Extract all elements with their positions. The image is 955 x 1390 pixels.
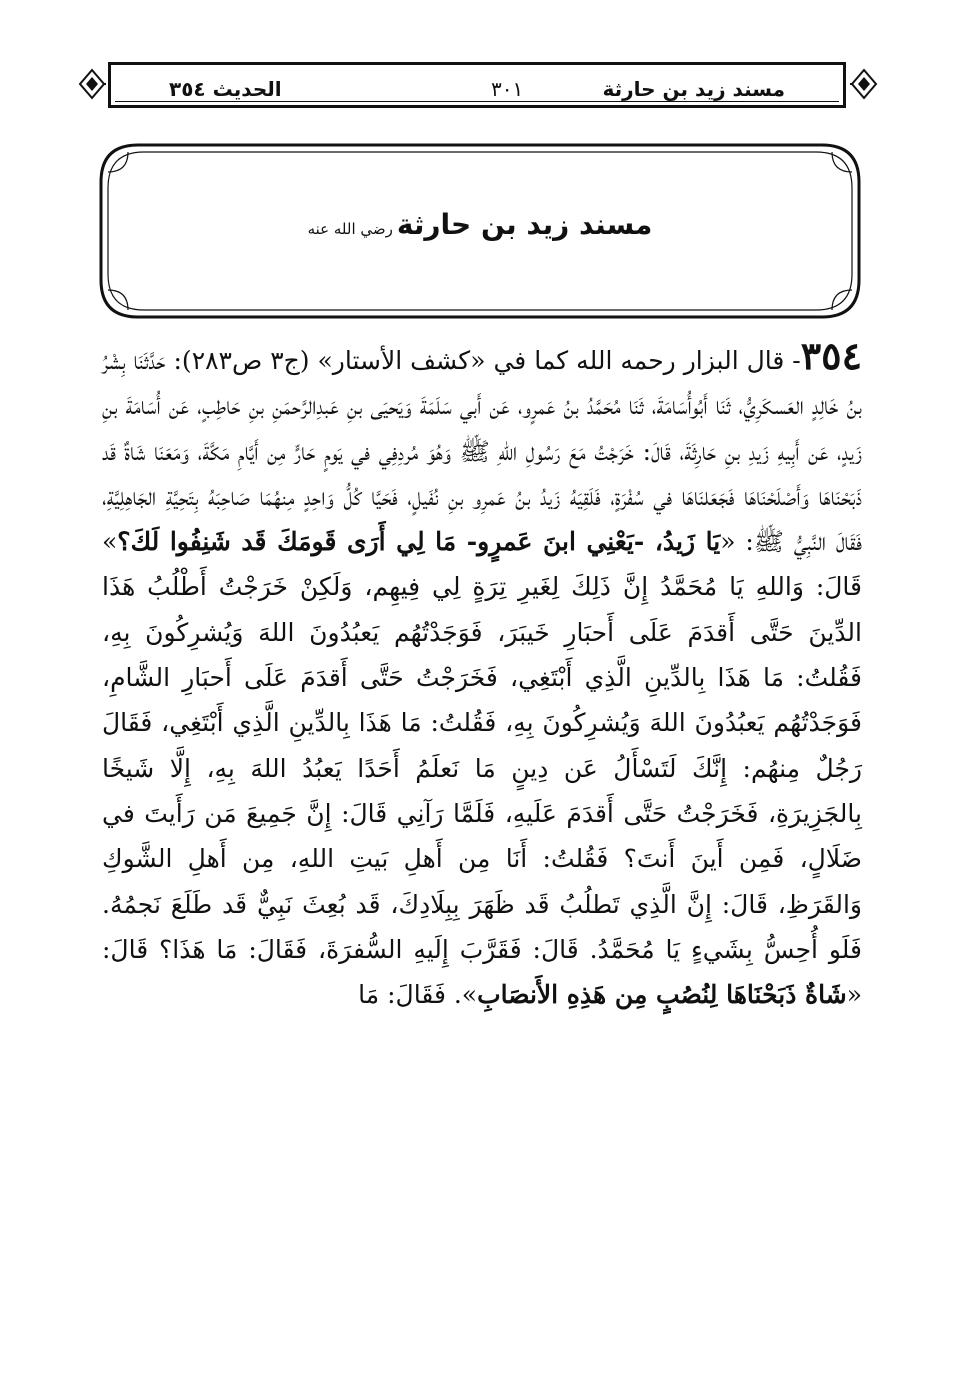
header-book-section: مسند زيد بن حارثة [602,77,785,101]
header-hadith-label: الحديث ٣٥٤ [169,77,282,101]
honorific-glyph: رضي الله عنه [307,220,393,238]
ornament-right-icon [850,64,878,104]
section-title-text: مسند زيد بن حارثة [396,208,653,241]
section-title [98,208,862,241]
hadith-paragraph-1: - قال البزار رحمه الله كما في «كشف الأستار» (ج٣ ص٢٨٣): حَدَّثَنَا بِشْرُ بنُ خَالِدٍ العَسكَرِيُّ، ثَنَا أَبُوأُسَامَةَ، ثَنَا مُحَمَّدُ بنُ عَمرٍو، عَن أَبي سَلَمَةَ وَيَحيَى بنِ عَبدِالرَّحمَنِ بنِ حَاطِبٍ، عَن أُسَامَةَ بنِ زَيدٍ، عَن أَبِيهِ زَيدِ بنِ حَارِثَةَ، قَالَ: خَرَجْتُ مَعَ رَسُولِ اللهِ ﷺ وَهُوَ مُردِفِي في يَومٍ حَارٍّ مِن أَيَّامِ مَكَّةَ، وَمَعَنَا شَاةٌ قَد ذَبَحْنَاهَا وَأَصْلَحْنَاهَا فَجَعَلنَاهَا في سُفْرَةٍ، فَلَقِيَهُ زَيدُ بنُ عَمرِو بنِ نُفَيلٍ، فَحَيَّا كُلُّ وَاحِدٍ مِنهُمَا صَاحِبَهُ بِتَحِيَّةِ الجَاهِلِيَّةِ، فَقَالَ النَّبِيُّ ﷺ: « [102,346,862,557]
prophet-quote-1: يَا زَيدُ، -يَعْنِي ابنَ عَمرٍو- مَا لِي أَرَى قَومَكَ قَد شَنِفُوا لَكَ؟ [117,527,721,557]
ornament-left-icon [78,64,106,104]
hadith-number: ٣٥٤ [800,333,862,378]
header-frame [108,62,846,108]
page-number: ٣٠١ [491,77,524,101]
hadith-text [102,333,862,1017]
section-title-frame [98,142,862,320]
prophet-quote-2: شَاةٌ ذَبَحْنَاهَا لِنُصُبٍ مِن هَذِهِ الأَنصَابِ [477,980,847,1010]
hadith-paragraph-2: » قَالَ: وَاللهِ يَا مُحَمَّدُ إِنَّ ذَلِكَ لِغَيرِ تِرَةٍ لِي فِيهِم، وَلَكِنْ خَرَجْتُ أَطْلُبُ هَذَا الدِّينَ حَتَّى أَقدَمَ عَلَى أَحبَارِ خَيبَرَ، فَوَجَدْتُهُم يَعبُدُونَ اللهَ وَيُشرِكُونَ بِهِ، فَقُلتُ: مَا هَذَا بِالدِّينِ الَّذِي أَبْتَغِي، فَخَرَجْتُ حَتَّى أَقدَمَ عَلَى أَحبَارِ الشَّامِ، فَوَجَدْتُهُم يَعبُدُونَ اللهَ وَيُشرِكُونَ بِهِ، فَقُلتُ: مَا هَذَا بِالدِّينِ الَّذِي أَبْتَغِي، فَقَالَ رَجُلٌ مِنهُم: إِنَّكَ لَتَسْأَلُ عَن دِينٍ مَا نَعلَمُ أَحَدًا يَعبُدُ اللهَ بِهِ، إِلَّا شَيخًا بِالجَزِيرَةِ، فَخَرَجْتُ حَتَّى أَقدَمَ عَلَيهِ، فَلَمَّا رَآنِي قَالَ: إِنَّ جَمِيعَ مَن رَأَيتَ في ضَلَالٍ، فَمِن أَينَ أَنتَ؟ فَقُلتُ: أَنَا مِن أَهلِ بَيتِ اللهِ، مِن أَهلِ الشَّوكِ وَالقَرَظِ، قَالَ: إِنَّ الَّذِي تَطلُبُ قَد ظَهَرَ بِبِلَادِكَ، قَد بُعِثَ نَبِيٌّ قَد طَلَعَ نَجمُهُ. فَلَو أُحِسُّ بِشَيءٍ يَا مُحَمَّدُ. قَالَ: فَقَرَّبَ إِلَيهِ السُّفرَةَ، فَقَالَ: مَا هَذَا؟ قَالَ: « [102,527,862,1010]
page-header [78,60,878,116]
hadith-paragraph-3: ». فَقَالَ: مَا [358,980,478,1010]
